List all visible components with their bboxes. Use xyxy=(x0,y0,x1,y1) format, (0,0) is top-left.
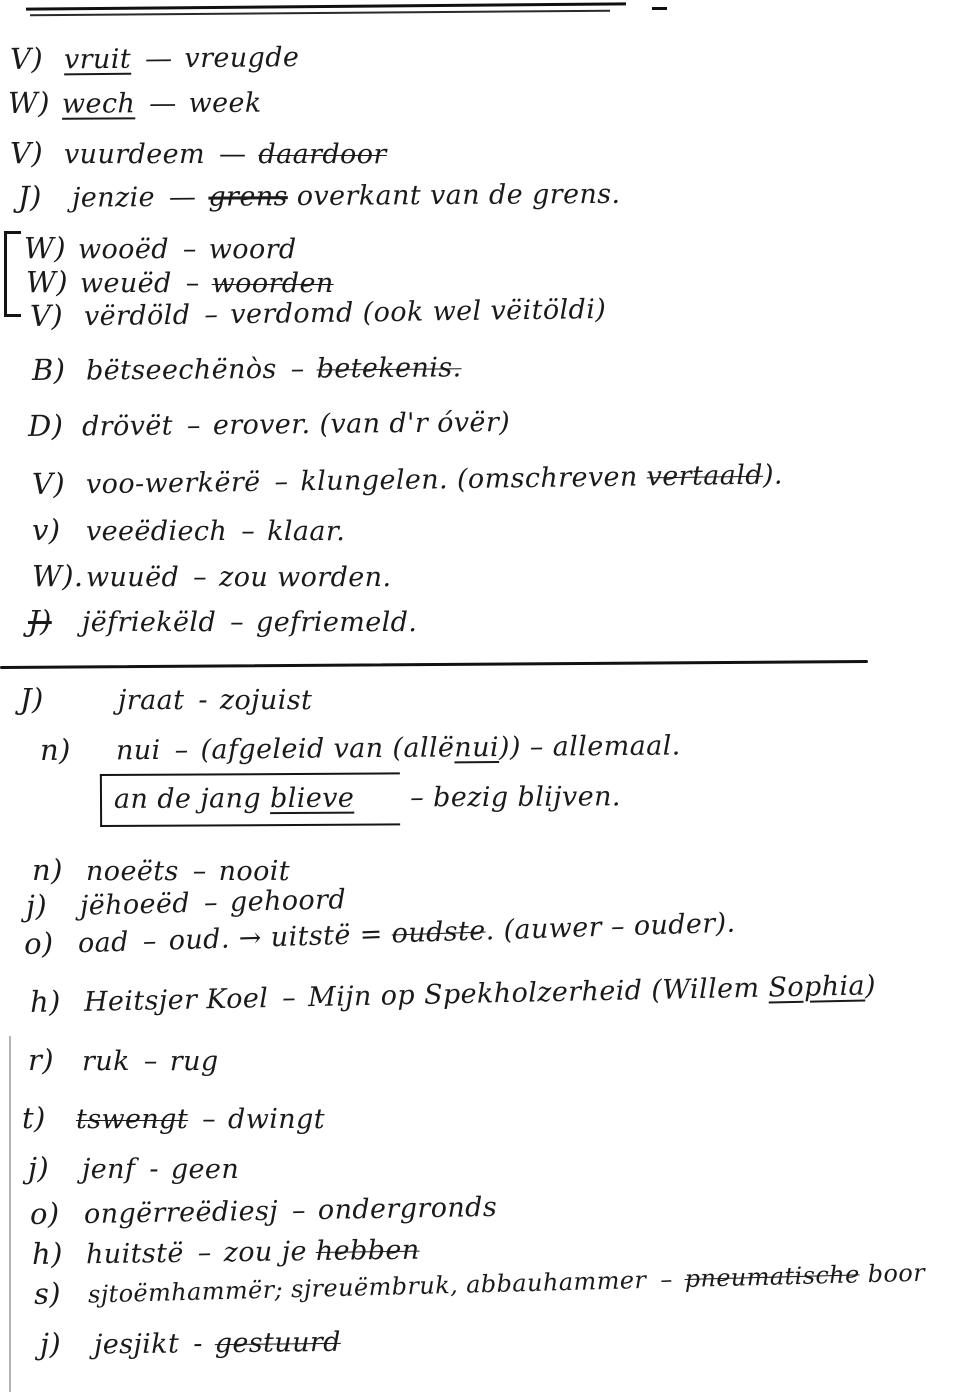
row-marker: V) xyxy=(31,466,66,501)
row-marker: W). xyxy=(32,559,84,593)
row-term: sjtoëmhammër; sjreuëmbruk, abbauhammer xyxy=(87,1265,647,1309)
row-marker: J) xyxy=(17,179,42,214)
row-marker: t) xyxy=(22,1101,46,1135)
row-separator: — xyxy=(218,139,247,170)
row-marker: o) xyxy=(23,926,55,961)
glossary-row xyxy=(22,1101,325,1135)
glossary-row xyxy=(10,39,300,76)
row-marker: W) xyxy=(24,231,66,265)
row-translation xyxy=(256,607,417,638)
row-separator: – xyxy=(182,234,197,265)
translation-segment: dwingt xyxy=(228,1104,325,1135)
row-separator: – xyxy=(186,410,202,442)
row-translation xyxy=(684,1259,925,1293)
translation-segment: Sophia xyxy=(768,970,866,1004)
translation-segment: woord xyxy=(208,234,297,265)
row-term: drövët xyxy=(81,410,174,443)
row-marker: D) xyxy=(27,408,64,443)
glossary-row xyxy=(32,457,783,501)
row-separator: – xyxy=(203,887,219,919)
row-term: jenzie xyxy=(71,182,156,214)
glossary-row xyxy=(18,176,621,214)
row-separator: – xyxy=(202,1104,217,1135)
row-marker: n) xyxy=(32,853,63,887)
row-marker: V) xyxy=(9,41,44,76)
translation-segment: boor xyxy=(859,1258,926,1289)
row-marker: B) xyxy=(31,352,66,387)
glossary-row xyxy=(40,1324,341,1361)
row-term: vuurdeem xyxy=(64,139,205,170)
row-term: jesjikt xyxy=(93,1328,180,1361)
row-separator: – xyxy=(197,1237,212,1269)
row-translation xyxy=(230,294,606,330)
translation-segment: zou je xyxy=(223,1236,317,1269)
translation-segment: erover. (van d'r óvër) xyxy=(212,406,511,442)
row-term: weuëd xyxy=(80,268,172,299)
glossary-row xyxy=(32,349,462,387)
row-translation xyxy=(230,884,347,918)
row-translation xyxy=(171,1154,239,1185)
translation-segment: overkant van de grens. xyxy=(287,178,621,213)
glossary-row xyxy=(10,136,387,170)
translation-segment: )) – allemaal. xyxy=(498,730,681,763)
glossary-row xyxy=(28,1043,219,1077)
glossary-row xyxy=(8,85,262,120)
row-separator: – xyxy=(291,1195,307,1227)
row-term: nui xyxy=(115,734,161,767)
translation-segment: klaar. xyxy=(267,516,346,547)
translation-segment: (afgeleid van (allë xyxy=(200,732,455,766)
row-marker: V) xyxy=(10,136,44,170)
phrase-segment: blieve xyxy=(269,782,355,815)
row-separator: – xyxy=(174,734,189,766)
translation-segment: vertaald xyxy=(646,459,764,493)
row-marker: J) xyxy=(20,682,44,716)
glossary-row xyxy=(26,881,347,923)
row-separator: – xyxy=(185,268,200,299)
row-translation xyxy=(215,1327,341,1359)
row-separator: — xyxy=(149,88,177,120)
row-marker: r) xyxy=(28,1043,54,1077)
translation-segment: gefriemeld. xyxy=(256,607,418,638)
row-marker: s) xyxy=(33,1276,62,1311)
row-separator: — xyxy=(168,181,197,213)
row-translation xyxy=(316,352,461,384)
translation-segment: ondergronds xyxy=(317,1191,498,1226)
row-translation xyxy=(220,685,312,716)
row-term: tswengt xyxy=(76,1104,189,1135)
boxed-phrase xyxy=(100,781,621,815)
row-term: bëtseechënòs xyxy=(85,353,277,387)
translation-segment: rug xyxy=(169,1046,219,1077)
row-translation xyxy=(184,42,299,74)
row-marker: V) xyxy=(29,298,64,333)
row-marker: n) xyxy=(39,732,71,767)
translation-segment: ). xyxy=(762,459,784,491)
row-term: jenf xyxy=(82,1154,136,1185)
row-translation xyxy=(410,781,621,813)
row-separator: - xyxy=(198,685,208,716)
translation-segment: . (auwer – ouder). xyxy=(485,907,736,947)
translation-segment: nooit xyxy=(218,856,291,887)
translation-segment: zou worden. xyxy=(219,562,392,593)
phrase-box xyxy=(100,772,400,827)
row-separator: – xyxy=(241,516,256,547)
glossary-row xyxy=(32,513,345,547)
translation-segment: nui xyxy=(454,731,500,764)
glossary-row xyxy=(26,265,334,299)
row-marker: j) xyxy=(28,1151,50,1185)
row-translation xyxy=(223,1235,419,1269)
translation-segment: gehoord xyxy=(229,884,347,919)
row-separator: – xyxy=(192,856,207,887)
row-separator: – xyxy=(142,925,158,958)
row-term: jëhoeëd xyxy=(79,887,191,922)
translation-segment: oudste xyxy=(391,915,487,950)
row-term: jëfriekëld xyxy=(82,607,217,638)
translation-segment: geen xyxy=(170,1154,240,1185)
translation-segment: klungelen. (omschreven xyxy=(300,461,647,498)
row-marker: W) xyxy=(26,265,68,299)
row-separator: - xyxy=(149,1154,159,1185)
glossary-row xyxy=(30,291,607,333)
glossary-row xyxy=(32,853,290,887)
row-translation xyxy=(208,179,620,213)
glossary-row xyxy=(28,404,510,443)
translation-segment: daardoor xyxy=(258,139,387,170)
translation-segment: oud. → uitstë = xyxy=(168,918,393,957)
row-translation xyxy=(200,730,680,765)
translation-segment: – bezig blijven. xyxy=(410,781,621,814)
row-term: wooëd xyxy=(78,234,169,265)
row-translation xyxy=(267,516,345,547)
row-translation xyxy=(209,234,297,265)
row-translation xyxy=(170,1046,219,1077)
row-translation xyxy=(213,407,511,441)
row-term: wech xyxy=(61,88,136,120)
row-marker: j) xyxy=(39,1326,62,1361)
row-separator: – xyxy=(290,353,305,385)
glossary-row xyxy=(30,1189,498,1231)
glossary-row xyxy=(28,604,417,638)
row-translation xyxy=(308,970,876,1013)
glossary-row xyxy=(20,682,312,716)
translation-segment: gestuurd xyxy=(214,1326,342,1360)
translation-segment: verdomd (ook wel vëitöldi) xyxy=(230,293,607,331)
row-marker: h) xyxy=(31,1236,64,1271)
row-separator: — xyxy=(144,43,173,75)
row-separator: - xyxy=(193,1328,203,1360)
row-separator: – xyxy=(281,982,297,1014)
row-separator: – xyxy=(204,299,219,331)
translation-segment: pneumatische xyxy=(684,1260,861,1293)
row-term: vërdöld xyxy=(83,299,191,333)
row-translation xyxy=(219,562,391,593)
row-marker: o) xyxy=(29,1196,60,1231)
row-term: huitstë xyxy=(85,1237,184,1271)
translation-segment: week xyxy=(188,87,262,120)
row-term: jraat xyxy=(118,685,185,716)
row-term: wuuëd xyxy=(86,562,180,593)
row-marker: h) xyxy=(29,984,62,1019)
row-term: ongërreëdiesj xyxy=(83,1195,279,1231)
row-marker: j) xyxy=(25,888,48,923)
row-separator: – xyxy=(659,1265,673,1294)
row-term: Heitsjer Koel xyxy=(83,983,269,1018)
translation-segment: woorden xyxy=(211,268,334,299)
row-marker: J) xyxy=(28,604,52,638)
row-translation xyxy=(318,1192,498,1226)
row-separator: – xyxy=(143,1046,158,1077)
row-separator: – xyxy=(230,607,245,638)
row-separator: – xyxy=(274,466,289,498)
translation-segment: betekenis. xyxy=(316,352,462,385)
translation-segment: Mijn op Spekholzerheid (Willem xyxy=(307,972,769,1014)
glossary-row xyxy=(32,559,391,593)
row-marker: W) xyxy=(7,85,51,120)
translation-segment: vreugde xyxy=(184,41,300,75)
phrase-segment: an de jang xyxy=(113,783,271,815)
row-translation xyxy=(189,88,262,119)
row-term: noeëts xyxy=(86,856,179,887)
glossary-row xyxy=(28,1151,239,1185)
row-term: ruk xyxy=(82,1046,130,1077)
glossary-row xyxy=(30,967,877,1019)
row-translation xyxy=(228,1104,325,1135)
row-term: voo-werkërë xyxy=(85,466,261,501)
row-term: vruit xyxy=(63,43,132,76)
glossary-row xyxy=(32,1232,420,1271)
translation-segment: hebben xyxy=(315,1234,420,1268)
row-marker: v) xyxy=(32,513,61,547)
glossary-row xyxy=(40,727,681,767)
row-term: oad xyxy=(77,926,130,960)
translation-segment: zojuist xyxy=(219,685,313,716)
translation-segment: grens xyxy=(208,181,288,213)
row-term: veeëdiech xyxy=(86,516,228,547)
row-translation xyxy=(258,139,386,170)
row-translation xyxy=(300,460,783,498)
translation-segment: ) xyxy=(864,970,877,1002)
glossary-row xyxy=(24,231,297,265)
row-separator: – xyxy=(193,562,208,593)
